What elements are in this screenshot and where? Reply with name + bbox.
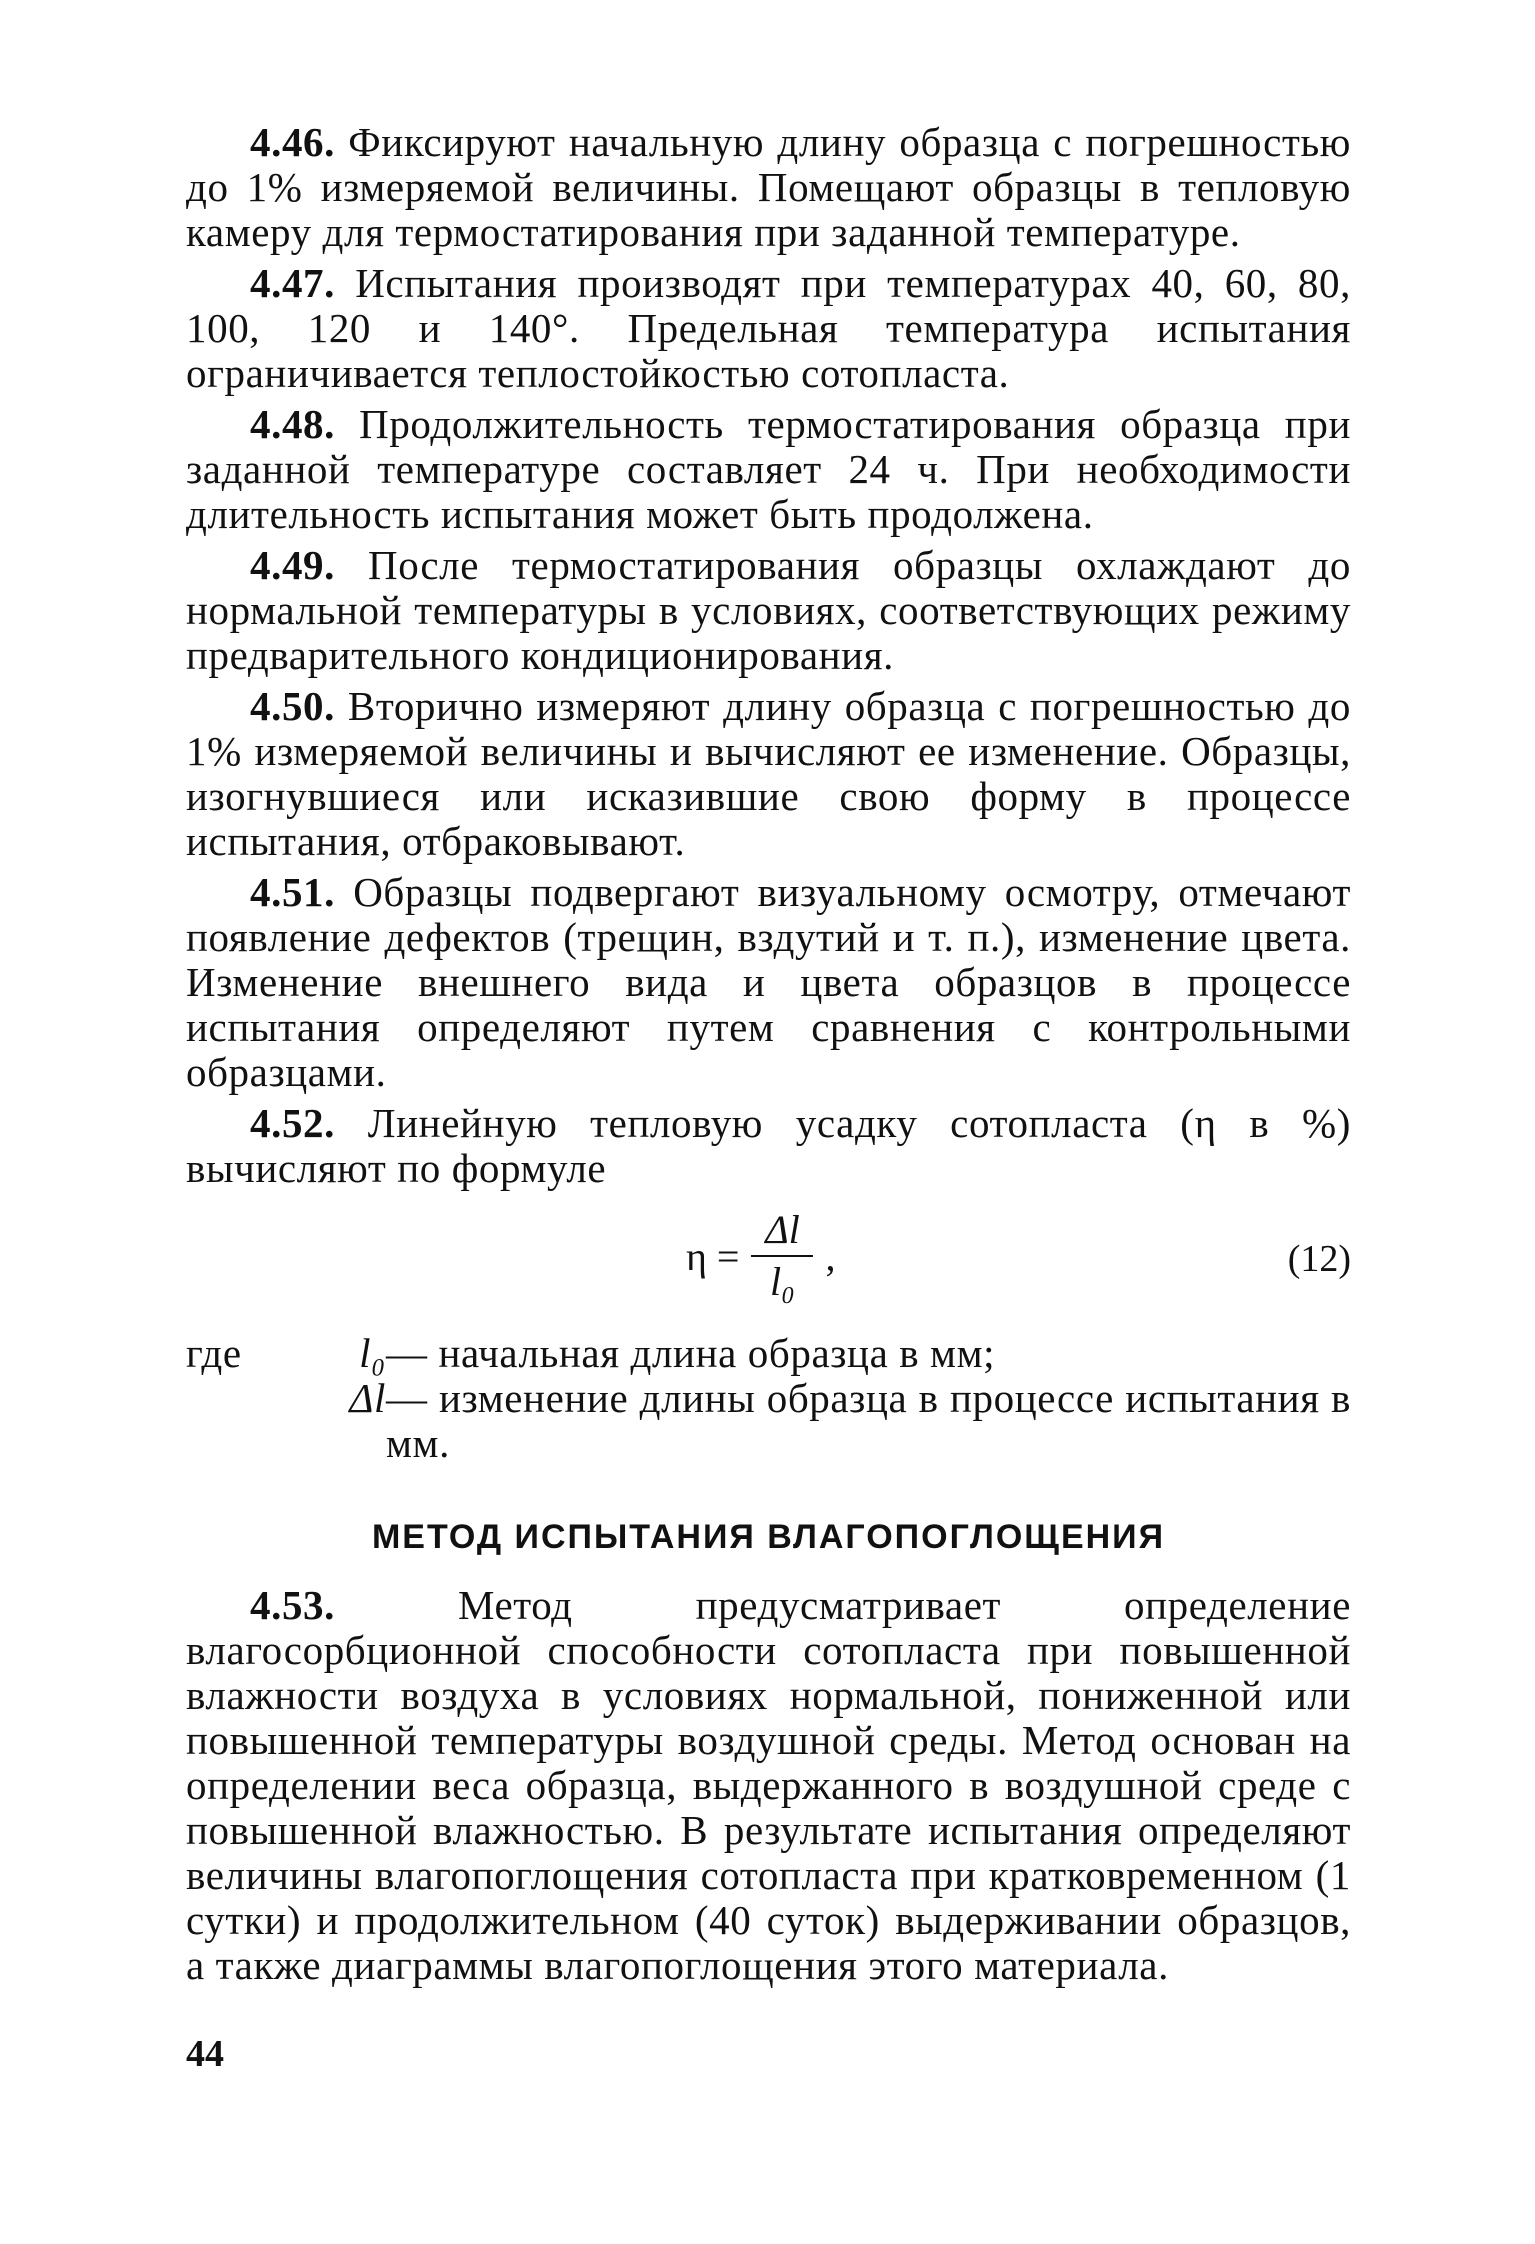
clause-text: Линейную тепловую усадку сотопласта (η в %) вычисляют по формуле	[186, 1100, 1351, 1191]
paragraph-4-49	[186, 543, 1351, 678]
formula-numerator: Δl	[765, 1207, 800, 1252]
clause-number: 4.47.	[250, 260, 335, 306]
clause-number: 4.53.	[250, 1582, 335, 1628]
where-description: — начальная длина образца в мм;	[386, 1330, 996, 1376]
clause-text: Испытания производят при температурах 40, 60, 80, 100, 120 и 140°. Предельная температура испытания ограничивается теплостойкостью сотопласта.	[186, 260, 1351, 396]
clause-text: Образцы подвергают визуальному осмотру, отмечают появление дефектов (трещин, вздутий и т. п.), изменение цвета. Изменение внешнего вида и цвета образцов в процессе испытания определяют путем сравнения с контрольными образцами.	[186, 869, 1351, 1095]
paragraph-4-53	[186, 1583, 1351, 1988]
clause-number: 4.46.	[250, 119, 335, 165]
where-item	[186, 1331, 1351, 1376]
formula-fraction	[751, 1205, 813, 1307]
where-label: где	[186, 1330, 242, 1376]
page-number: 44	[186, 2033, 224, 2075]
clause-text: Вторично измеряют длину образца с погрешностью до 1% измеряемой величины и вычисляют ее изменение. Образцы, изогнувшиеся или исказившие свою форму в процессе испытания, отбраковывают.	[186, 683, 1351, 864]
where-symbol: l₀	[359, 1330, 386, 1376]
clause-number: 4.48.	[250, 401, 335, 447]
clause-number: 4.51.	[250, 869, 335, 915]
clause-text: Метод предусматривает определение влагосорбционной способности сотопласта при повышенной влажности воздуха в условиях нормальной, пониженной или повышенной температуры воздушной среды. Метод основан на определении веса образца, выдержанного в воздушной среде с повышенной влажностью. В результате испытания определяют величины влагопоглощения сотопласта при кратковременном (1 сутки) и продолжительном (40 суток) выдерживании образцов, а также диаграммы влагопоглощения этого материала.	[186, 1582, 1351, 1988]
where-description: — изменение длины образца в процессе испытания в мм.	[386, 1375, 1351, 1466]
where-symbol: Δl	[349, 1375, 386, 1421]
equation-number: (12)	[1287, 1238, 1351, 1280]
formula-block	[186, 1205, 1351, 1325]
where-item	[186, 1376, 1351, 1466]
clause-text: После термостатирования образцы охлаждают до нормальной температуры в условиях, соответствующих режиму предварительного кондиционирования.	[186, 542, 1351, 678]
where-block	[186, 1331, 1351, 1466]
clause-number: 4.49.	[250, 542, 335, 588]
clause-number: 4.52.	[250, 1100, 335, 1146]
formula-lhs: η =	[686, 1233, 740, 1279]
paragraph-4-50	[186, 684, 1351, 864]
section-title: МЕТОД ИСПЫТАНИЯ ВЛАГОПОГЛОЩЕНИЯ	[371, 1518, 1166, 1556]
clause-text: Фиксируют начальную длину образца с погрешностью до 1% измеряемой величины. Помещают образцы в тепловую камеру для термостатирования при заданной температуре.	[186, 119, 1351, 255]
formula	[686, 1205, 835, 1307]
paragraph-4-51	[186, 870, 1351, 1095]
paragraph-4-47	[186, 261, 1351, 396]
clause-text: Продолжительность термостатирования образца при заданной температуре составляет 24 ч. При необходимости длительность испытания может быть продолжена.	[186, 401, 1351, 537]
formula-denominator: l₀	[769, 1259, 795, 1304]
clause-number: 4.50.	[250, 683, 335, 729]
paragraph-4-46	[186, 120, 1351, 255]
paragraph-4-48	[186, 402, 1351, 537]
paragraph-4-52	[186, 1101, 1351, 1191]
page-body	[186, 120, 1351, 1994]
formula-trail: ,	[825, 1233, 836, 1279]
